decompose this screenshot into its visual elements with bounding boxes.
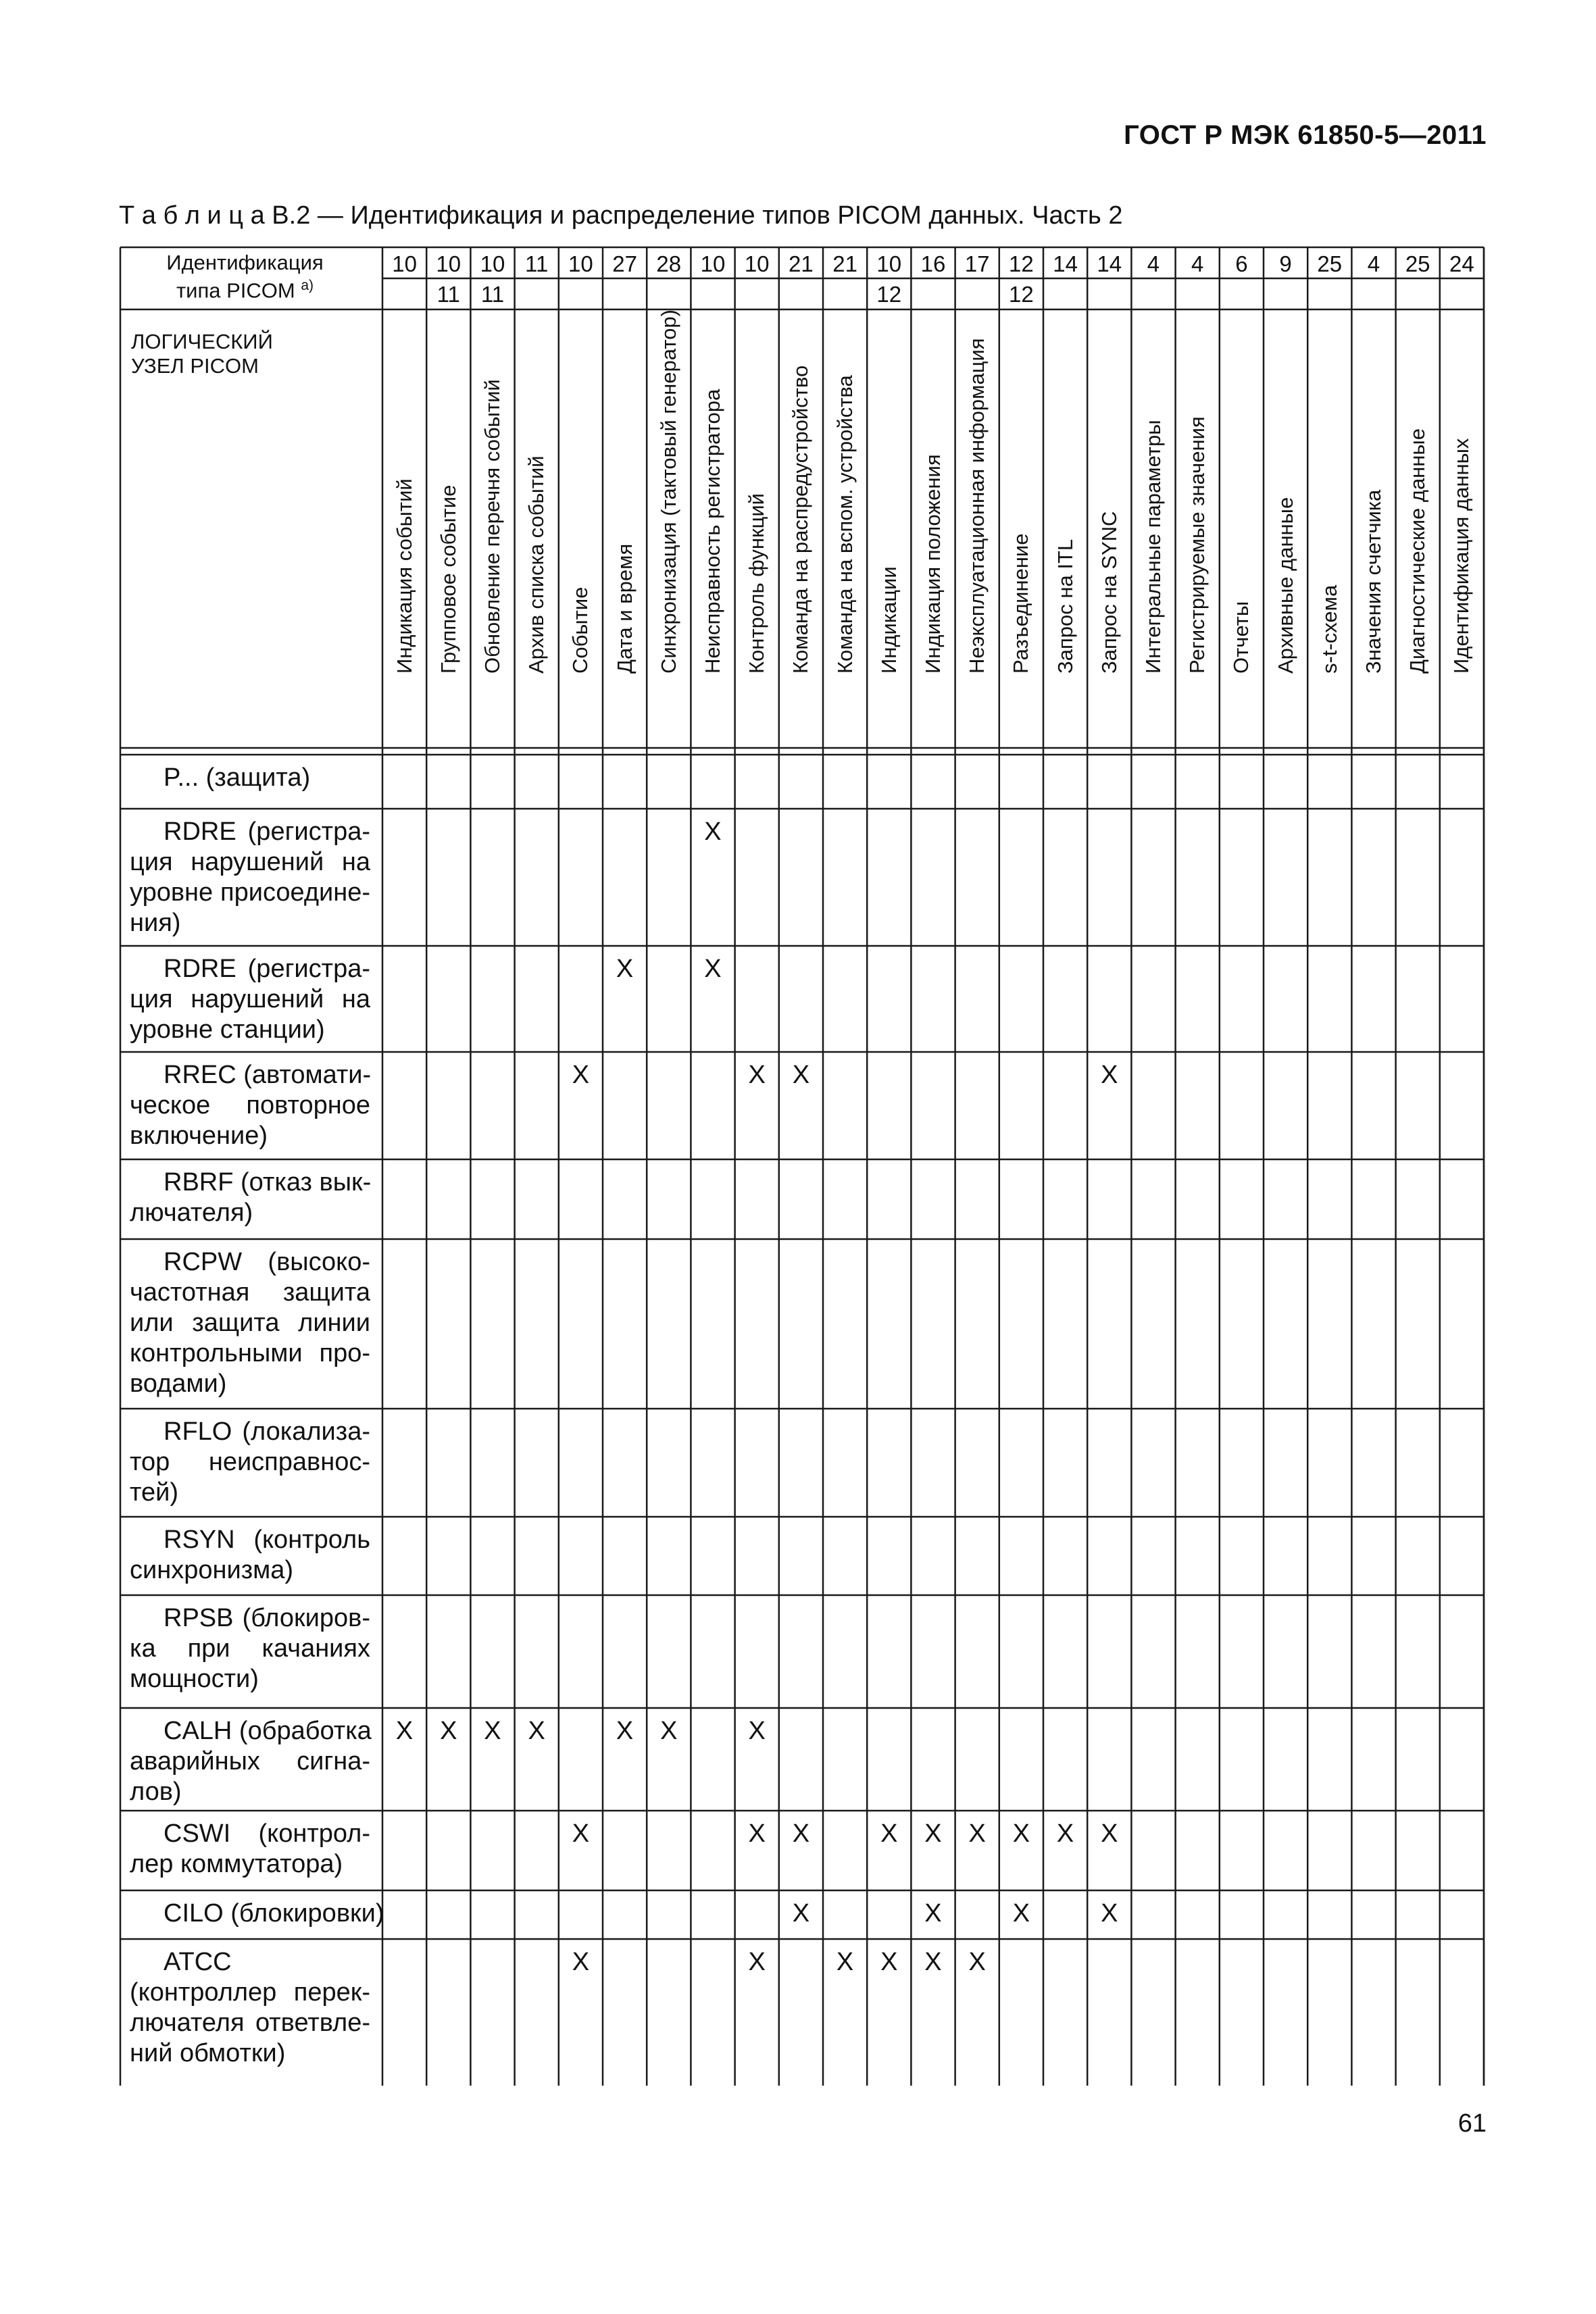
logical-node-label-line: тей) bbox=[130, 1478, 178, 1507]
column-name: Архив списка событий bbox=[524, 455, 549, 674]
column-name: s-t-схема bbox=[1317, 584, 1341, 674]
column-name: Запрос на ITL bbox=[1053, 538, 1077, 674]
column-name: Отчеты bbox=[1229, 601, 1253, 674]
logical-node-label-line: (контроллер перек- bbox=[130, 1978, 370, 2007]
cell-mark: X bbox=[792, 1819, 810, 1848]
cell-mark: X bbox=[968, 1819, 986, 1848]
logical-node-label-line: контрольными про- bbox=[130, 1339, 370, 1367]
cell-mark: X bbox=[1056, 1819, 1074, 1848]
type-id-primary: 21 bbox=[789, 251, 814, 276]
type-id-primary: 9 bbox=[1279, 251, 1292, 276]
cell-mark: X bbox=[395, 1717, 414, 1745]
cell-mark: X bbox=[924, 1819, 942, 1848]
logical-node-label-line: CALH (обработка bbox=[164, 1717, 372, 1745]
column-name: Индикации bbox=[876, 566, 901, 674]
cell-mark: X bbox=[880, 1819, 898, 1848]
cell-mark: X bbox=[704, 818, 722, 846]
logical-node-label bbox=[130, 1898, 384, 1929]
type-id-primary: 4 bbox=[1367, 251, 1380, 276]
type-id-label-line2: типа PICOM $^{а)}$ bbox=[176, 278, 314, 303]
column-name: Архивные данные bbox=[1273, 497, 1297, 674]
column-name: Индикация событий bbox=[392, 478, 416, 674]
column-name: Синхронизация (тактовый генератор) bbox=[656, 309, 680, 674]
cell-mark: X bbox=[484, 1717, 501, 1745]
type-id-primary: 10 bbox=[876, 251, 902, 276]
type-id-primary: 17 bbox=[964, 251, 990, 276]
logical-node-label-line: RCPW (высоко- bbox=[164, 1248, 370, 1276]
type-id-primary: 6 bbox=[1235, 251, 1248, 276]
cell-mark: X bbox=[572, 1948, 590, 1976]
cell-mark: X bbox=[924, 1899, 942, 1928]
logical-node-label-line: P... (защита) bbox=[164, 763, 311, 792]
logical-node-label bbox=[130, 1525, 370, 1586]
column-name: Индикация положения bbox=[921, 454, 945, 674]
cell-mark: X bbox=[1101, 1899, 1118, 1928]
logical-node-label-line: ция нарушений на bbox=[130, 848, 370, 876]
logical-node-label-line: мощности) bbox=[130, 1665, 259, 1693]
type-id-primary: 27 bbox=[612, 251, 637, 276]
logical-node-label-line: тор неисправнос- bbox=[130, 1448, 370, 1476]
cell-mark: X bbox=[880, 1948, 898, 1976]
logical-node-label bbox=[130, 817, 370, 938]
logical-node-label-line: лючателя ответвле- bbox=[130, 2009, 370, 2037]
cell-mark: X bbox=[968, 1948, 986, 1976]
logical-node-label-line: RDRE (регистра- bbox=[164, 818, 370, 846]
logical-node-label-line: или защита линии bbox=[130, 1309, 370, 1337]
logical-node-label bbox=[130, 763, 370, 793]
cell-mark: X bbox=[1012, 1819, 1030, 1848]
column-name: Контроль функций bbox=[745, 493, 769, 674]
column-name: Неэксплуатационная информация bbox=[965, 338, 989, 674]
column-name: Разъединение bbox=[1009, 533, 1033, 674]
logical-node-label-line: уровне присоедине- bbox=[130, 878, 370, 907]
logical-node-label bbox=[130, 1247, 370, 1399]
standard-designation: ГОСТ Р МЭК 61850-5—2011 bbox=[1124, 120, 1487, 150]
logical-node-label-line: лер коммутатора) bbox=[130, 1850, 343, 1878]
cell-mark: X bbox=[748, 1061, 766, 1089]
logical-node-label-line: RFLO (локализа- bbox=[164, 1417, 370, 1446]
cell-mark: X bbox=[440, 1717, 457, 1745]
cell-mark: X bbox=[528, 1717, 545, 1745]
column-name: Регистрируемые значения bbox=[1185, 416, 1210, 674]
type-id-primary: 10 bbox=[392, 251, 417, 276]
column-name: Дата и время bbox=[612, 543, 637, 674]
type-id-secondary: 12 bbox=[876, 282, 902, 307]
logical-node-label-line: RSYN (контроль bbox=[164, 1526, 370, 1554]
cell-mark: X bbox=[1101, 1061, 1118, 1089]
cell-mark: X bbox=[1101, 1819, 1118, 1848]
logical-node-label-line: уровне станции) bbox=[130, 1015, 325, 1044]
table-caption: Т а б л и ц а В.2 — Идентификация и распределение типов PICOM данных. Часть 2 bbox=[119, 201, 1123, 230]
type-id-primary: 24 bbox=[1449, 251, 1474, 276]
column-name: Диагностические данные bbox=[1405, 428, 1430, 674]
column-name: Команда на вспом. устройства bbox=[832, 375, 857, 674]
type-id-primary: 21 bbox=[832, 251, 857, 276]
cell-mark: X bbox=[748, 1717, 766, 1745]
type-id-primary: 25 bbox=[1317, 251, 1343, 276]
page-number: 61 bbox=[1457, 2109, 1487, 2138]
logical-node-label-line: CSWI (контрол- bbox=[164, 1819, 370, 1848]
logical-node-label bbox=[130, 1819, 370, 1880]
cell-mark: X bbox=[924, 1948, 942, 1976]
logical-node-label-line: лов) bbox=[130, 1778, 182, 1806]
cell-mark: X bbox=[792, 1061, 810, 1089]
logical-node-label-line: синхронизма) bbox=[130, 1556, 294, 1584]
logical-node-label-line: CILO (блокировки) bbox=[164, 1899, 384, 1928]
cell-mark: X bbox=[616, 955, 634, 983]
logical-node-label-line: RREC (автомати- bbox=[164, 1061, 372, 1089]
type-id-primary: 14 bbox=[1053, 251, 1078, 276]
cell-mark: X bbox=[704, 955, 722, 983]
type-id-primary: 25 bbox=[1405, 251, 1430, 276]
footnote-ref: а) bbox=[301, 278, 314, 293]
type-id-primary: 14 bbox=[1097, 251, 1122, 276]
column-name: Событие bbox=[568, 586, 593, 674]
logical-node-label-line: водами) bbox=[130, 1369, 227, 1398]
type-id-primary: 16 bbox=[920, 251, 946, 276]
type-id-label bbox=[128, 251, 361, 302]
type-id-primary: 28 bbox=[656, 251, 682, 276]
type-id-primary: 11 bbox=[525, 251, 549, 276]
column-name: Обновление перечня событий bbox=[480, 379, 504, 674]
column-name: Неисправность регистратора bbox=[701, 388, 724, 674]
cell-mark: X bbox=[660, 1717, 678, 1745]
logical-node-label-line: ния) bbox=[130, 909, 181, 937]
logical-node-label bbox=[130, 1417, 370, 1508]
cell-mark: X bbox=[1012, 1899, 1030, 1928]
type-id-primary: 10 bbox=[744, 251, 770, 276]
logical-node-label bbox=[130, 1716, 370, 1807]
logical-node-label-line: ний обмотки) bbox=[130, 2039, 286, 2067]
logical-node-label-line: ция нарушений на bbox=[130, 985, 370, 1013]
logical-node-label-line: частотная защита bbox=[130, 1278, 370, 1307]
column-name: Интегральные параметры bbox=[1141, 420, 1165, 674]
type-id-primary: 4 bbox=[1147, 251, 1160, 276]
column-name: Значения счетчика bbox=[1362, 489, 1385, 674]
logical-node-label-line: аварийных сигна- bbox=[130, 1747, 370, 1776]
type-id-secondary: 11 bbox=[480, 282, 505, 307]
logical-node-label-line: лючателя) bbox=[130, 1199, 253, 1227]
cell-mark: X bbox=[572, 1061, 590, 1089]
type-id-secondary: 11 bbox=[437, 282, 460, 307]
logical-node-label-line: RBRF (отказ вык- bbox=[164, 1168, 372, 1197]
logical-node-label bbox=[130, 1060, 370, 1151]
column-name: Групповое событие bbox=[436, 484, 460, 674]
type-id-secondary: 12 bbox=[1009, 282, 1034, 307]
logical-node-label bbox=[130, 1167, 370, 1228]
logical-node-label-line: включение) bbox=[130, 1122, 268, 1150]
logical-node-label bbox=[130, 1947, 370, 2069]
type-id-primary: 10 bbox=[480, 251, 505, 276]
logical-node-label-line2: УЗЕЛ PICOM bbox=[131, 354, 259, 378]
cell-mark: X bbox=[616, 1717, 634, 1745]
cell-mark: X bbox=[572, 1819, 590, 1848]
cell-mark: X bbox=[836, 1948, 854, 1976]
logical-node-label-line: RDRE (регистра- bbox=[164, 955, 370, 983]
logical-node-label-line: RPSB (блокиров- bbox=[164, 1604, 370, 1632]
cell-mark: X bbox=[748, 1819, 766, 1848]
column-name: Идентификация данных bbox=[1449, 438, 1474, 674]
logical-node-label-line: ка при качаниях bbox=[130, 1634, 370, 1663]
type-id-primary: 10 bbox=[436, 251, 462, 276]
type-id-label-line1: Идентификация bbox=[166, 251, 324, 274]
logical-node-label-line: ATCC bbox=[164, 1948, 232, 1976]
logical-node-label bbox=[130, 954, 370, 1045]
logical-node-label bbox=[131, 330, 273, 378]
type-id-primary: 12 bbox=[1009, 251, 1034, 276]
type-id-primary: 10 bbox=[568, 251, 593, 276]
column-name: Запрос на SYNC bbox=[1097, 511, 1121, 674]
type-id-primary: 10 bbox=[700, 251, 726, 276]
logical-node-label bbox=[130, 1603, 370, 1694]
cell-mark: X bbox=[792, 1899, 810, 1928]
type-id-primary: 4 bbox=[1191, 251, 1204, 276]
cell-mark: X bbox=[748, 1948, 766, 1976]
logical-node-label-line1: ЛОГИЧЕСКИЙ bbox=[131, 330, 273, 353]
logical-node-label-line: ческое повторное bbox=[130, 1091, 370, 1120]
column-name: Команда на распредустройство bbox=[789, 365, 813, 674]
